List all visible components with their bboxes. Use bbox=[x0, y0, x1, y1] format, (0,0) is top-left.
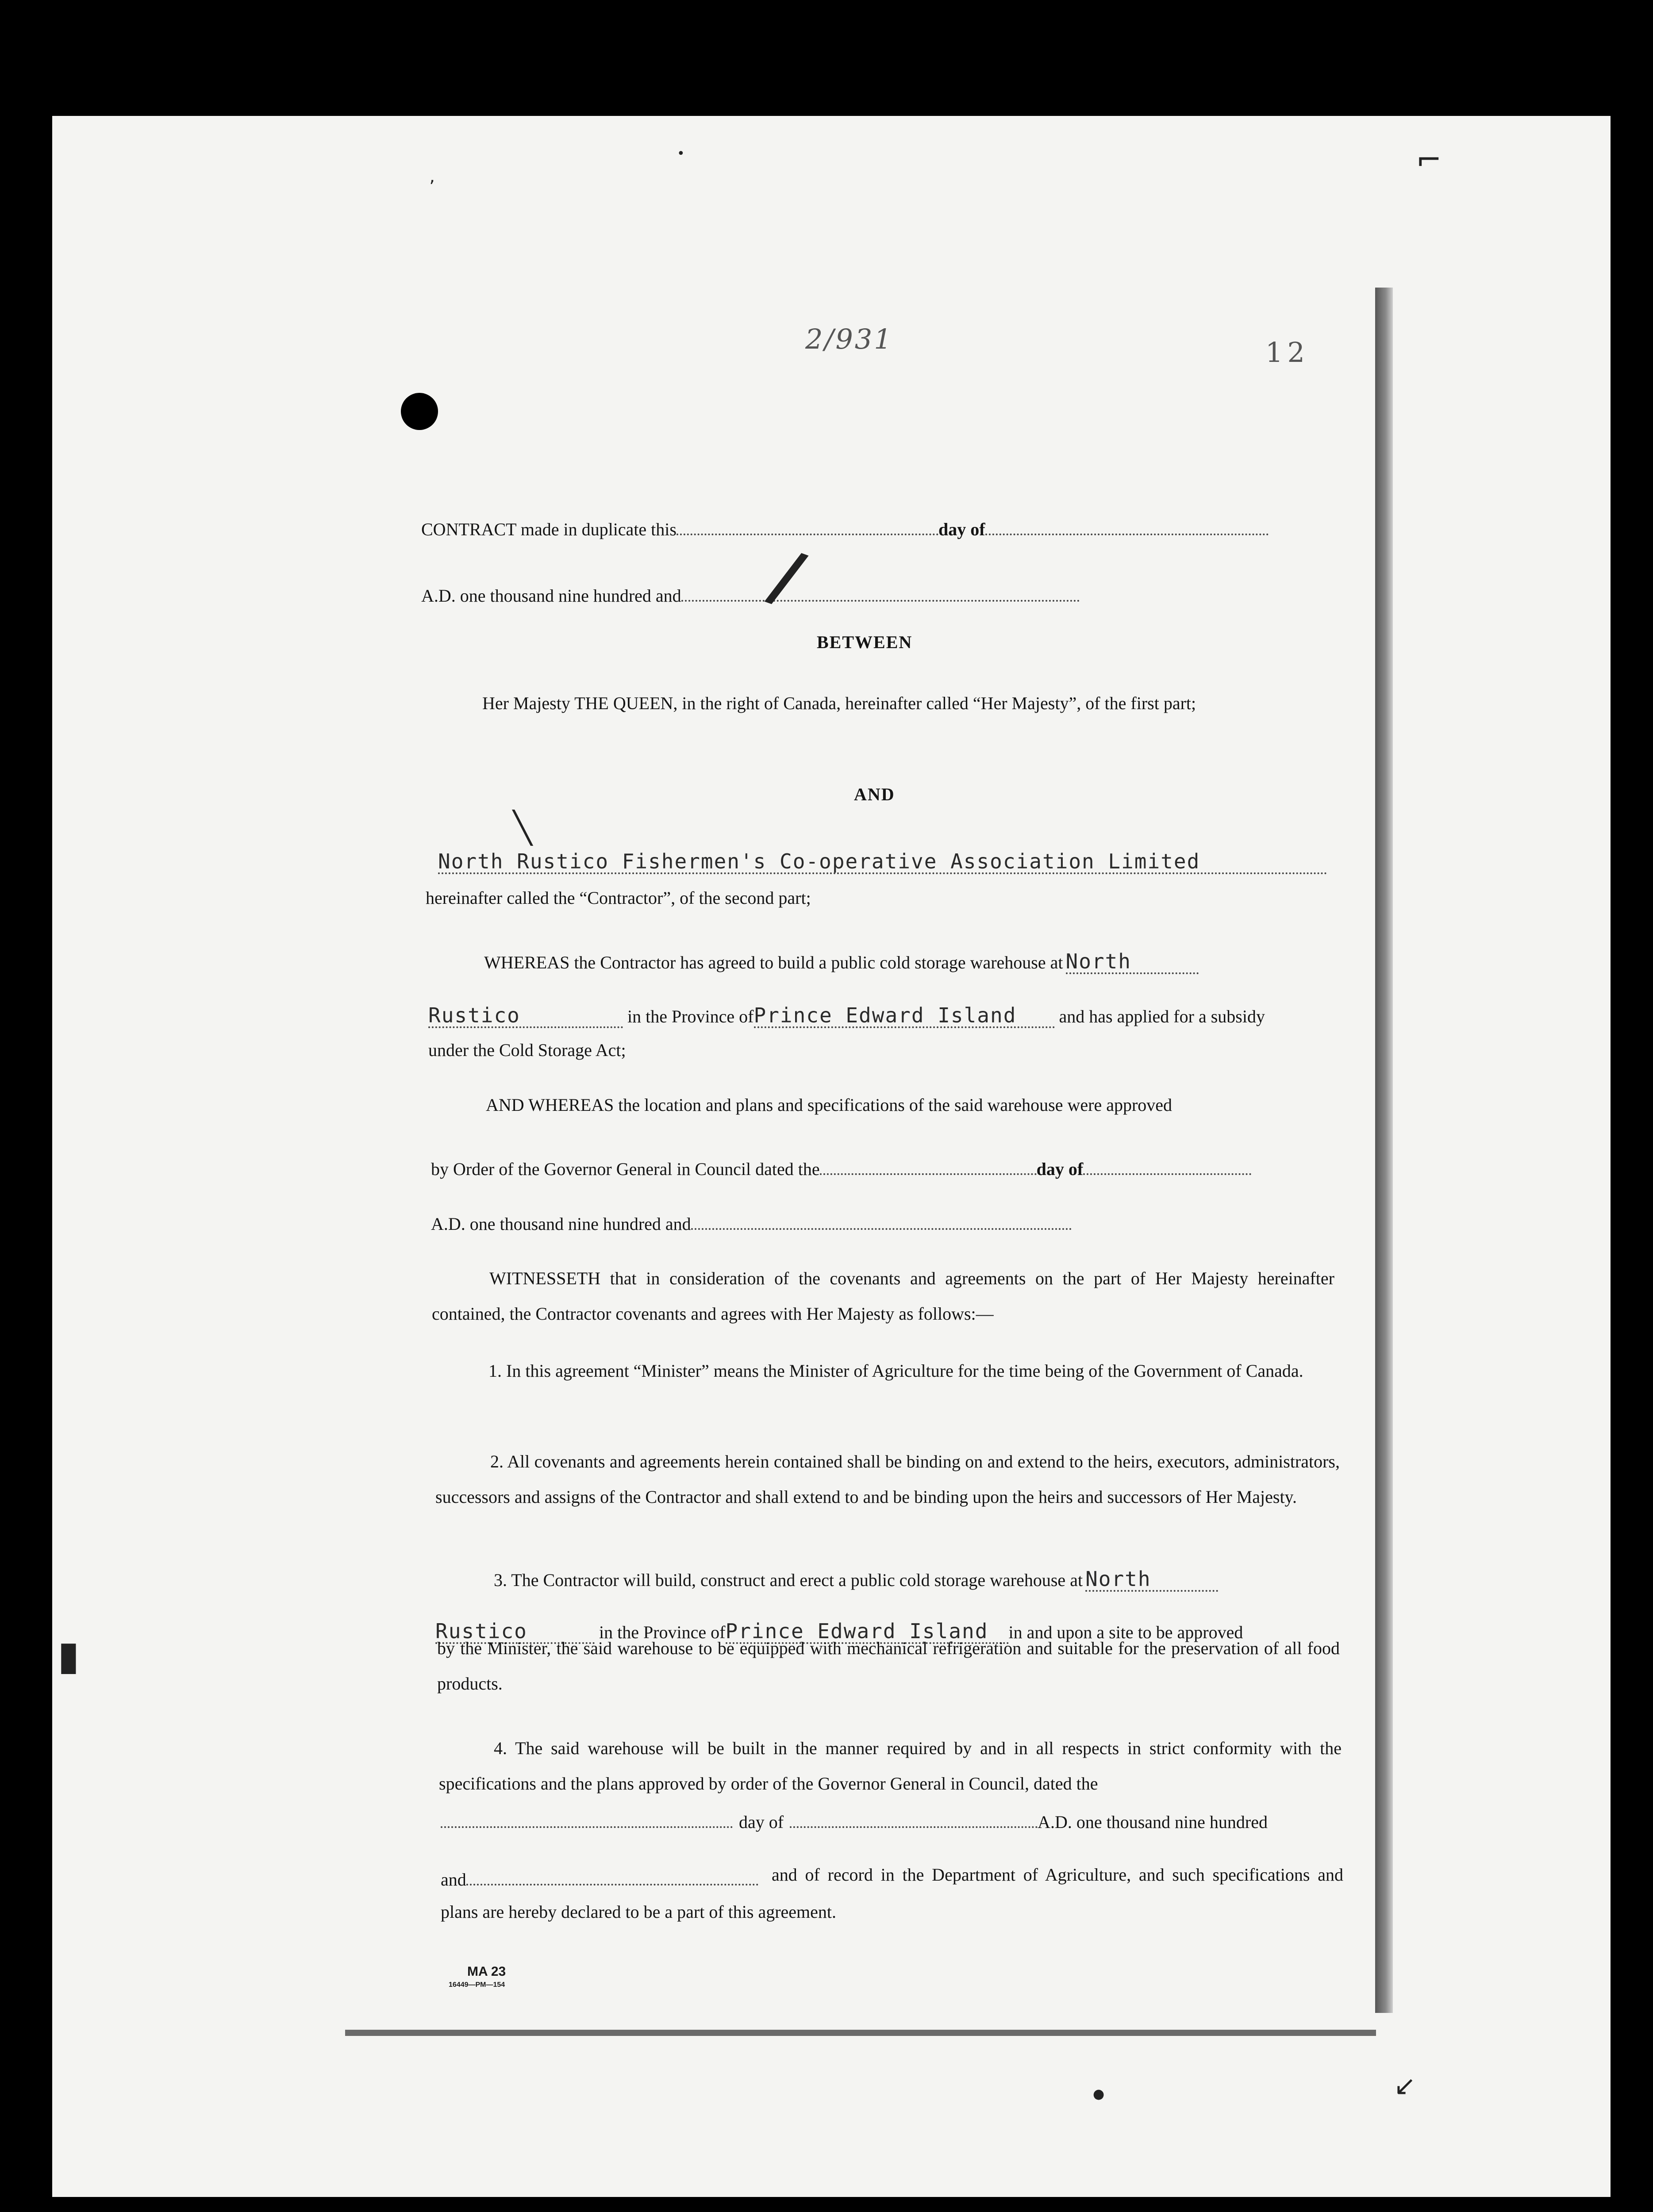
print-code: 16449—PM—154 bbox=[449, 1981, 505, 1989]
clause-four-date-line: day of A.D. one thousand nine hundred bbox=[441, 1812, 1268, 1831]
clause-four-year-line: and bbox=[441, 1870, 758, 1889]
contract-year-line: A.D. one thousand nine hundred and bbox=[421, 586, 1080, 605]
clause-four: 4. The said warehouse will be built in the manner required by and in all respects in strict conformity with the specifications and the plans approved by order of the Governor General in Council, dated the bbox=[439, 1738, 1342, 1793]
stray-mark: ↙ bbox=[1394, 2070, 1416, 2101]
year-blank bbox=[681, 586, 1080, 602]
province-name: Prince Edward Island bbox=[754, 1005, 1055, 1028]
form-code: MA 23 bbox=[467, 1964, 506, 1979]
whereas-one-act: under the Cold Storage Act; bbox=[428, 1040, 626, 1060]
clause-four-record: and of record in the Department of Agriculture, and such specifications and plans are hereby declared to be a part of this agreement. bbox=[441, 1865, 1343, 1922]
stray-mark: ● bbox=[1093, 2086, 1105, 2102]
witnesseth-paragraph: WITNESSETH that in consideration of the covenants and agreements on the part of Her Majesty hereinafter contained, the Contractor covenants and agrees with Her Majesty as follows:— bbox=[432, 1268, 1334, 1324]
clause-one: 1. In this agreement “Minister” means the Minister of Agriculture for the time being of the Government of Canada. bbox=[488, 1361, 1303, 1381]
contractor-name: North Rustico Fishermen's Co-operative Association Limited bbox=[438, 851, 1327, 874]
stray-mark: • bbox=[677, 146, 685, 161]
file-reference-note: 2/931 bbox=[805, 323, 893, 355]
clause-three-location-second: Rustico bbox=[435, 1621, 595, 1644]
clause-three-continuation: by the Minister, the said warehouse to be equipped with mechanical refrigeration and suitable for the preservation of all food products. bbox=[437, 1638, 1340, 1694]
order-date-line: by Order of the Governor General in Council dated the day of bbox=[431, 1159, 1251, 1178]
punch-hole bbox=[401, 393, 438, 430]
stray-mark: ╲ bbox=[513, 810, 532, 846]
corner-mark: ⌐ bbox=[1416, 142, 1442, 178]
clause-three-location-first: North bbox=[1085, 1569, 1218, 1592]
edge-mark: ▮ bbox=[58, 1632, 80, 1679]
clause-four-month-blank bbox=[790, 1812, 1038, 1828]
stray-mark: ʼ bbox=[429, 177, 435, 197]
between-heading: BETWEEN bbox=[817, 632, 913, 652]
clause-three-province-line: Rustico in the Province ofPrince Edward Island in and upon a site to be approved bbox=[435, 1619, 1243, 1643]
location-first: North bbox=[1066, 951, 1199, 974]
month-blank bbox=[985, 519, 1269, 535]
order-year-blank bbox=[691, 1214, 1072, 1230]
clause-four-day-blank bbox=[441, 1812, 733, 1828]
whereas-two-line: AND WHEREAS the location and plans and specifications of the said warehouse were approved bbox=[486, 1095, 1172, 1115]
date-blank bbox=[677, 519, 938, 535]
clause-three-province: Prince Edward Island bbox=[726, 1621, 1009, 1644]
and-heading: AND bbox=[854, 784, 895, 804]
page-bottom-edge bbox=[345, 2030, 1376, 2036]
contractor-name-line bbox=[438, 851, 1327, 874]
order-day-blank bbox=[820, 1159, 1037, 1175]
whereas-one-line: WHEREAS the Contractor has agreed to build a public cold storage warehouse at North bbox=[484, 951, 1199, 974]
whereas-one-province-line: Rustico in the Province ofPrince Edward Island and has applied for a subsidy bbox=[428, 1003, 1265, 1027]
contract-date-line: CONTRACT made in duplicate this day of bbox=[421, 519, 1269, 538]
clause-three-line: 3. The Contractor will build, construct and erect a public cold storage warehouse at North bbox=[494, 1569, 1218, 1592]
contractor-designation: hereinafter called the “Contractor”, of the second part; bbox=[426, 888, 811, 908]
clause-two: 2. All covenants and agreements herein contained shall be binding on and extend to the heirs, executors, administrators, successors and assigns of the Contractor and shall extend to and be binding upon the heirs and successors of Her Majesty. bbox=[435, 1452, 1340, 1507]
order-year-line: A.D. one thousand nine hundred and bbox=[431, 1214, 1072, 1233]
order-month-blank bbox=[1083, 1159, 1251, 1175]
pen-stroke: / bbox=[761, 533, 814, 620]
party-one-paragraph: Her Majesty THE QUEEN, in the right of Canada, hereinafter called “Her Majesty”, of the first part; bbox=[482, 693, 1196, 713]
location-second: Rustico bbox=[428, 1005, 623, 1028]
page-edge-shadow bbox=[1375, 288, 1393, 2013]
page-number: 12 bbox=[1265, 336, 1309, 369]
